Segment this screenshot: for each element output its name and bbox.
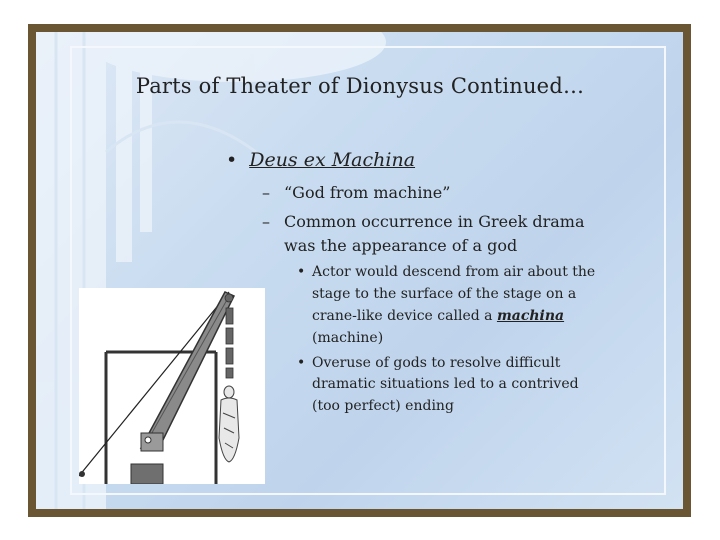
sub-bullet-text: “God from machine” bbox=[284, 183, 451, 202]
dash-glyph: – bbox=[262, 212, 270, 231]
bullet-glyph: • bbox=[297, 355, 306, 371]
sub-bullet-god-from-machine bbox=[262, 183, 450, 202]
point-text-line2: stage to the surface of the stage on a bbox=[312, 286, 577, 302]
sub-bullet-text-line2: was the appearance of a god bbox=[284, 236, 518, 255]
machina-term: machina bbox=[496, 308, 565, 324]
point-actor-descend bbox=[297, 264, 595, 280]
dash-glyph: – bbox=[262, 183, 270, 202]
bullet-glyph: • bbox=[297, 264, 306, 280]
bullet-glyph: • bbox=[226, 149, 238, 171]
point-text-line3: (too perfect) ending bbox=[312, 398, 454, 414]
point-text-line1: Overuse of gods to resolve difficult bbox=[312, 355, 561, 371]
crane-drawing bbox=[79, 288, 265, 484]
point-text-line3-pre: crane-like device called a bbox=[312, 308, 497, 324]
sub-bullet-text-line1: Common occurrence in Greek drama bbox=[284, 212, 585, 231]
sub-bullet-common-occurrence bbox=[262, 212, 584, 231]
slide-title: Parts of Theater of Dionysus Continued… bbox=[135, 74, 585, 98]
point-text-line3 bbox=[312, 308, 564, 324]
point-text-line4: (machine) bbox=[312, 330, 384, 346]
crane-machine-illustration bbox=[79, 288, 265, 484]
bullet-deus-ex-machina bbox=[226, 149, 415, 171]
bullet-text: Deus ex Machina bbox=[249, 149, 416, 171]
point-text-line1: Actor would descend from air about the bbox=[312, 264, 596, 280]
point-text-line2: dramatic situations led to a contrived bbox=[312, 376, 579, 392]
point-overuse-gods bbox=[297, 355, 560, 371]
